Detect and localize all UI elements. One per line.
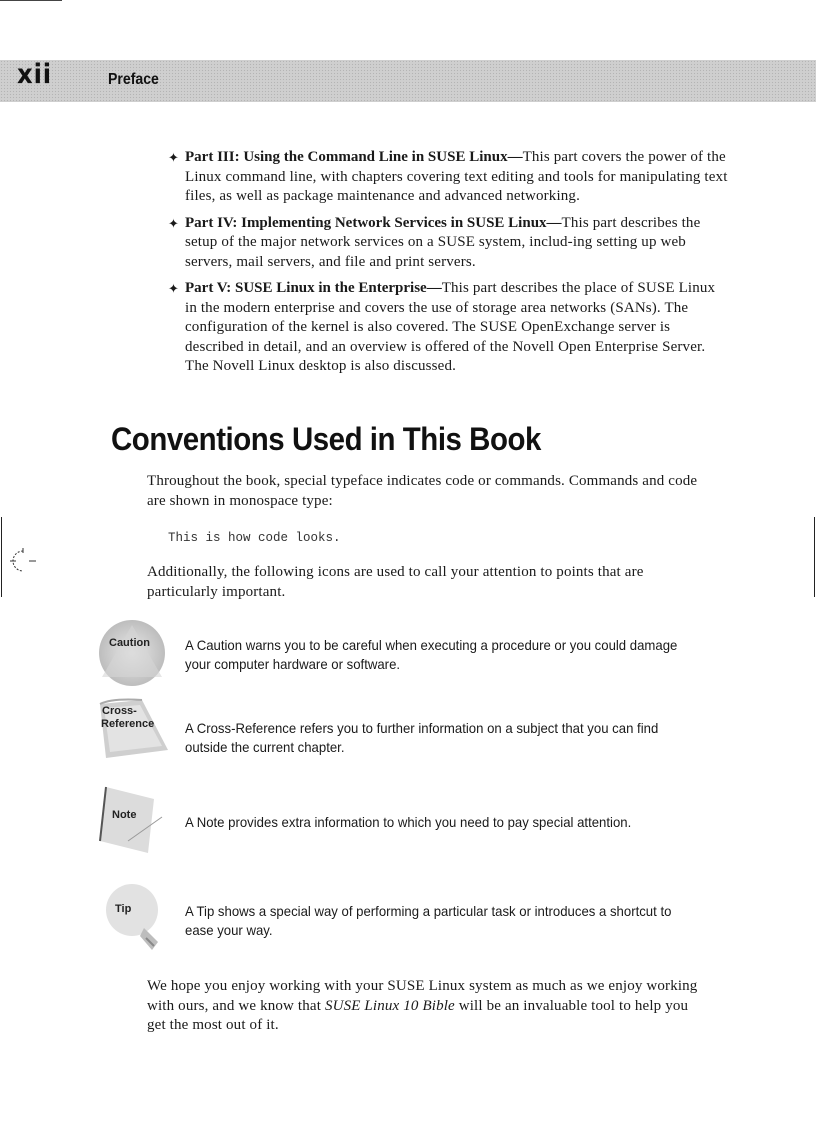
crop-mark-left: [1, 517, 2, 597]
caution-icon: [92, 617, 172, 683]
part-description: This part describes the setup of the major network services on a SUSE system, includ-ing setting up web servers, mail servers, and file and print servers.: [185, 214, 701, 270]
cross-reference-callout: [92, 692, 712, 762]
note-icon: [92, 777, 172, 843]
icon-label: Caution: [109, 637, 150, 649]
cross-reference-icon: [92, 692, 172, 758]
running-head: Preface: [108, 71, 159, 88]
list-item: [168, 214, 728, 273]
list-item: [168, 148, 728, 207]
closing-text: We hope you enjoy working with your SUSE Linux system as much as we enjoy working with ours, and we know that: [147, 978, 698, 1014]
part-description: This part describes the place of SUSE Linux in the modern enterprise and covers the use of storage area networks (SANs). The configuration of the kernel is also covered. The SUSE OpenExchange server is described in detail, and an overview is offered of the Novell Open Enterprise Server. The Novell Linux desktop is also discussed.: [185, 280, 716, 374]
tip-icon: [92, 880, 172, 946]
note-callout: [92, 777, 712, 857]
closing-paragraph: [147, 977, 707, 1036]
part-title: Part V: SUSE Linux in the Enterprise: [185, 280, 427, 296]
icon-label: Note: [112, 809, 137, 821]
tip-callout: [92, 880, 712, 960]
parts-list: [168, 148, 728, 384]
conventions-intro: Throughout the book, special typeface indicates code or commands. Commands and code are shown in monospace type:: [147, 473, 698, 509]
page-number: xii: [17, 59, 53, 90]
em-dash: —: [546, 214, 562, 231]
note-text: A Note provides extra information to which you need to pay special attention.: [185, 814, 632, 830]
icon-label: Tip: [115, 903, 132, 915]
closing-text: will be an invaluable tool to help you get the most out of it.: [147, 997, 689, 1033]
icon-label: Reference: [101, 718, 155, 730]
list-item: [168, 279, 728, 377]
caution-text: A Caution warns you to be careful when executing a procedure or you could damage your computer hardware or software.: [185, 637, 678, 672]
caution-callout: [92, 617, 712, 687]
section-title: Conventions Used in This Book: [111, 421, 541, 457]
code-example: This is how code looks.: [168, 531, 341, 545]
part-description: This part covers the power of the Linux command line, with chapters covering text editing and tools for manipulating text files, as well as package maintenance and advanced networking.: [185, 149, 728, 204]
book-title: SUSE Linux 10 Bible: [324, 997, 455, 1014]
diamond-bullet-icon: ✦: [168, 150, 180, 165]
icons-intro: Additionally, the following icons are used to call your attention to points that are particularly important.: [147, 564, 644, 600]
tip-text: A Tip shows a special way of performing a particular task or introduces a shortcut to ease your way.: [185, 903, 672, 938]
part-title: Part IV: Implementing Network Services in SUSE Linux: [185, 214, 547, 231]
diamond-bullet-icon: ✦: [168, 215, 180, 231]
em-dash: —: [507, 149, 523, 165]
crop-mark-right: [814, 517, 815, 597]
em-dash: —: [426, 280, 442, 296]
icon-label: Cross-: [102, 705, 137, 717]
registration-mark-icon: [10, 548, 36, 574]
crop-line-top: [0, 0, 62, 1]
diamond-bullet-icon: ✦: [168, 281, 180, 296]
cross-reference-text: A Cross-Reference refers you to further information on a subject that you can find outside the current chapter.: [185, 720, 659, 755]
part-title: Part III: Using the Command Line in SUSE Linux: [185, 149, 508, 165]
